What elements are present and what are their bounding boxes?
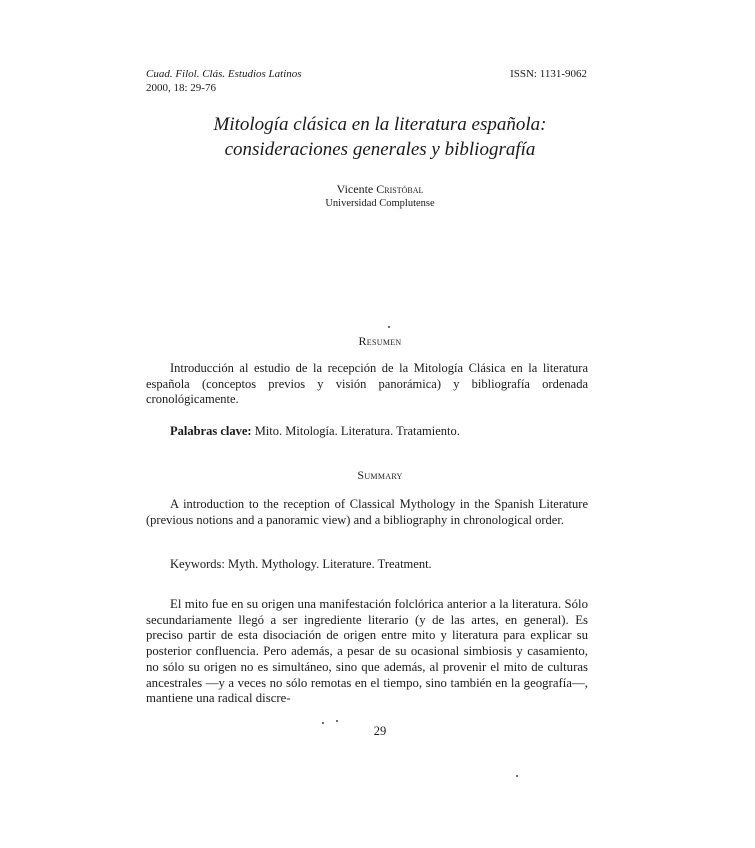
keywords-en: Myth. Mythology. Literature. Treatment. [227,557,432,571]
author-last-name: Cristóbal [376,182,424,196]
keywords-es: Mito. Mitología. Literatura. Tratamiento. [254,424,460,438]
title-line-2: consideraciones generales y bibliografía [224,139,536,160]
scan-speck [388,326,390,328]
resumen-keywords [146,424,588,440]
resumen-abstract: Introducción al estudio de la recepción de la Mitología Clásica en la literatura española (conceptos previos y visión panorámica) y bibliografía ordenada cronológicamente. [146,361,588,407]
title-line-1: Mitología clásica en la literatura española: [213,114,547,135]
author [140,181,620,197]
scan-speck [336,720,338,722]
page-number: 29 [373,724,387,738]
article-title [140,112,620,162]
keywords-label-es: Palabras clave: [170,424,252,438]
author-affiliation: Universidad Complutense [325,198,435,209]
summary-abstract: A introduction to the reception of Classical Mythology in the Spanish Literature (previous notions and a panoramic view) and a bibliography in chronological order. [146,497,588,527]
journal-citation [146,67,302,95]
author-first-name: Vicente [336,182,374,196]
issn: ISSN: 1131-9062 [510,68,587,80]
scan-speck [516,775,518,777]
summary-keywords [146,557,588,573]
summary-heading: Summary [357,468,403,482]
journal-name: Cuad. Filol. Clás. Estudios Latinos [146,68,302,80]
keywords-label-en: Keywords: [170,557,225,571]
resumen-heading: Resumen [358,334,402,348]
body-paragraph: El mito fue en su origen una manifestación folclórica anterior a la literatura. Sólo secundariamente llegó a ser ingrediente literario (y de las artes, en general). Es preciso partir de esta disociación de origen entre mito y literatura para explicar su posterior confluencia. Pero además, a pesar de su ocasional simbiosis y casamiento, no sólo su origen no es simultáneo, sino que además, al provenir el mito de culturas ancestrales —y a veces no sólo remotas en el tiempo, sino también en la geografía—, mantiene una radical discre- [146,597,588,706]
journal-volume: 2000, 18: 29-76 [146,82,216,94]
